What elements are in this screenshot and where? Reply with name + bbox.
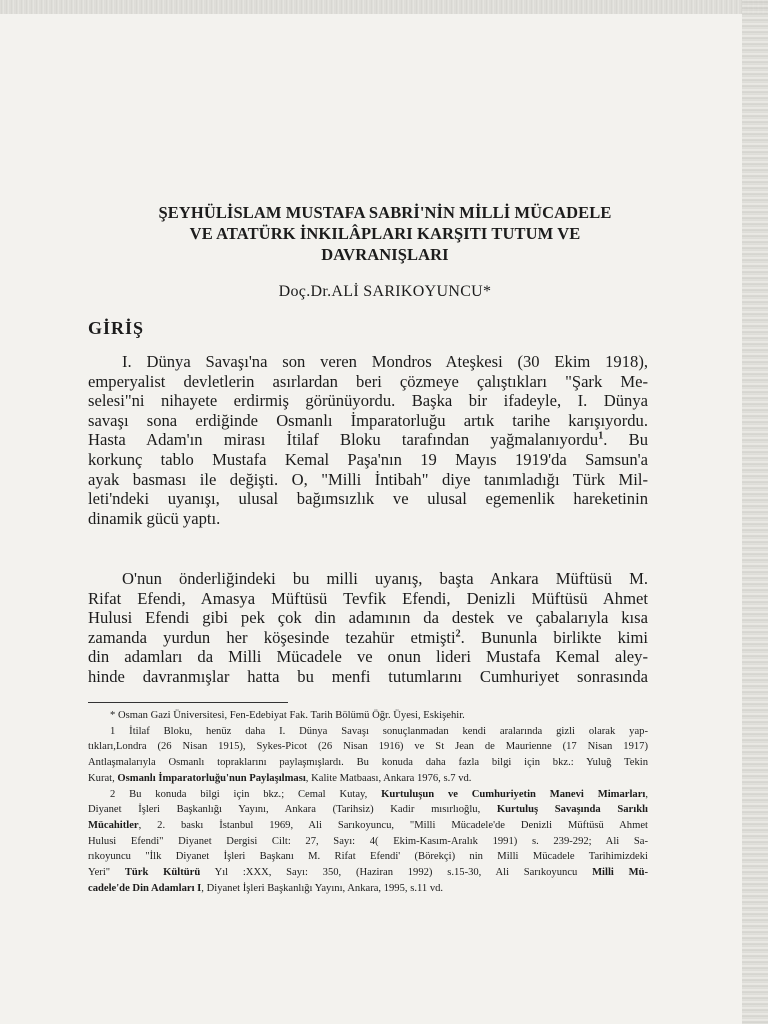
footnote-line	[88, 865, 648, 881]
text-line: Rifat Efendi, Amasya Müftüsü Tevfik Efendi, Denizli Müftüsü Ahmet	[88, 588, 648, 608]
text-line: savaşı sona erdiğinde Osmanlı İmparatorluğu artık tarihe karışıyordu.	[88, 410, 648, 430]
paragraph-2	[88, 569, 648, 687]
text-line: ayak basması ile değişti. O, "Milli İntibah" diye tanımladığı Türk Mil-	[88, 469, 648, 489]
text-line: O'nun önderliğindeki bu milli uyanış, başta Ankara Müftüsü M.	[122, 569, 648, 588]
text-span: , Kalite Matbaası, Ankara 1976, s.7 vd.	[305, 772, 472, 784]
section-heading: GİRİŞ	[88, 318, 145, 338]
text-line: korkunç tablo Mustafa Kemal Paşa'nın 19 Mayıs 1919'da Samsun'a	[88, 449, 648, 469]
footnote-line: tıkları,Londra (26 Nisan 1915), Sykes-Picot (26 Nisan 1916) ve St Jean de Maurienne (17 Nisan 1917)	[88, 741, 648, 753]
footnote-line: Antlaşmalarıyla Osmanlı topraklarını paylaşmışlardı. Bu konuda daha fazla bilgi için bkz.: Yuluğ Tekin	[88, 757, 648, 769]
title-line: VE ATATÜRK İNKILÂPLARI KARŞITI TUTUM VE	[189, 224, 581, 243]
footnote-divider	[88, 702, 288, 703]
text-span: zamanda yurdun her köşesinde tezahür etmişti	[88, 627, 456, 647]
footnote-line	[88, 881, 648, 897]
text-line: leti'ndeki uyanışı, ulusal bağımsızlık ve ulusal egemenlik hareketinin	[88, 489, 648, 509]
text-span: ,	[645, 788, 648, 800]
journal-title: Türk Kültürü	[124, 867, 201, 879]
text-span: . Bu	[603, 430, 648, 450]
text-span: Kurat,	[88, 772, 118, 784]
scan-edge-right	[742, 0, 768, 1024]
paragraph-1	[88, 352, 648, 528]
footnotes	[88, 708, 648, 896]
text-line	[88, 430, 648, 450]
text-span: Yeri"	[88, 867, 125, 879]
footnote-line	[88, 771, 648, 787]
article-title	[88, 202, 682, 265]
text-span: , 2. baskı İstanbul 1969, Ali Sarıkoyuncu, "Milli Mücadele'de Denizli Müftüsü Ahmet	[138, 819, 648, 831]
text-line: hinde davranmışlar hatta bu menfi tutumlarını Cumhuriyet sonrasında	[88, 666, 648, 686]
footnote-line: rıkoyuncu "İlk Diyanet İşleri Başkanı M. Rifat Efendi' (Börekçi) nin Milli Mücadele Tarihimizdeki	[88, 851, 648, 863]
title-line: ŞEYHÜLİSLAM MUSTAFA SABRİ'NİN MİLLİ MÜCADELE	[158, 203, 612, 222]
text-line	[88, 628, 648, 648]
book-title: Kurtuluşun ve Cumhuriyetin Manevi Mimarları	[381, 788, 646, 800]
footnote-author: * Osman Gazi Üniversitesi, Fen-Edebiyat Fak. Tarih Bölümü Öğr. Üyesi, Eskişehir.	[110, 710, 465, 721]
text-line: I. Dünya Savaşı'na son veren Mondros Ateşkesi (30 Ekim 1918),	[122, 352, 648, 371]
text-line: emperyalist devletlerin asırlardan beri çözmeye çalıştıkları "Şark Me-	[88, 371, 648, 391]
title-line: DAVRANIŞLARI	[321, 245, 449, 264]
text-line: dinamik gücü yaptı.	[88, 508, 221, 528]
footnote-line	[88, 818, 648, 834]
book-title: Milli Mü-	[592, 867, 648, 879]
book-title: Kurtuluş Savaşında Sarıklı	[496, 804, 648, 816]
text-line: selesi"ni nihayete erdirmiş görünüyordu. Başka bir ifadeyle, I. Dünya	[88, 391, 648, 411]
footnote-line	[88, 787, 648, 803]
book-title: Mücahitler	[88, 819, 139, 831]
footnote-line: Hulusi Efendi" Diyanet Dergisi Cilt: 27, Sayı: 4( Ekim-Kasım-Aralık 1991) s. 239-292; Ali Sa-	[88, 835, 648, 847]
text-span: 2 Bu konuda bilgi için bkz.; Cemal Kutay,	[110, 788, 382, 800]
book-title: cadele'de Din Adamları I	[88, 882, 202, 894]
text-span: . Bununla birlikte kimi	[460, 627, 648, 647]
footnote-line	[88, 802, 648, 818]
scan-edge-top	[0, 0, 768, 14]
footnote-ref-2[interactable]: 2	[455, 628, 461, 640]
text-span: Diyanet İşleri Başkanlığı Yayını, Ankara (Tarihsiz) Kadir mısırlıoğlu,	[88, 804, 497, 816]
author: Doç.Dr.ALİ SARIKOYUNCU*	[278, 283, 492, 300]
text-line: din adamları da Milli Mücadele ve onun lideri Mustafa Kemal aley-	[88, 647, 648, 667]
text-span: Hasta Adam'ın mirası İtilaf Bloku tarafından yağmalanıyordu	[88, 430, 599, 450]
footnote-ref-1[interactable]: 1	[598, 430, 604, 442]
text-span: , Diyanet İşleri Başkanlığı Yayını, Ankara, 1995, s.11 vd.	[201, 882, 444, 894]
text-span: Yıl :XXX, Sayı: 350, (Haziran 1992) s.15-30, Ali Sarıkoyuncu	[200, 867, 593, 879]
footnote-line: 1 İtilaf Bloku, henüz daha I. Dünya Savaşı sonuçlanmadan kendi aralarında gizli olarak yap-	[110, 725, 648, 737]
book-title: Osmanlı İmparatorluğu'nun Paylaşılması	[117, 772, 306, 784]
text-line: Hulusi Efendi gibi pek çok din adamının da destek ve çabalarıyla kısa	[88, 608, 648, 628]
